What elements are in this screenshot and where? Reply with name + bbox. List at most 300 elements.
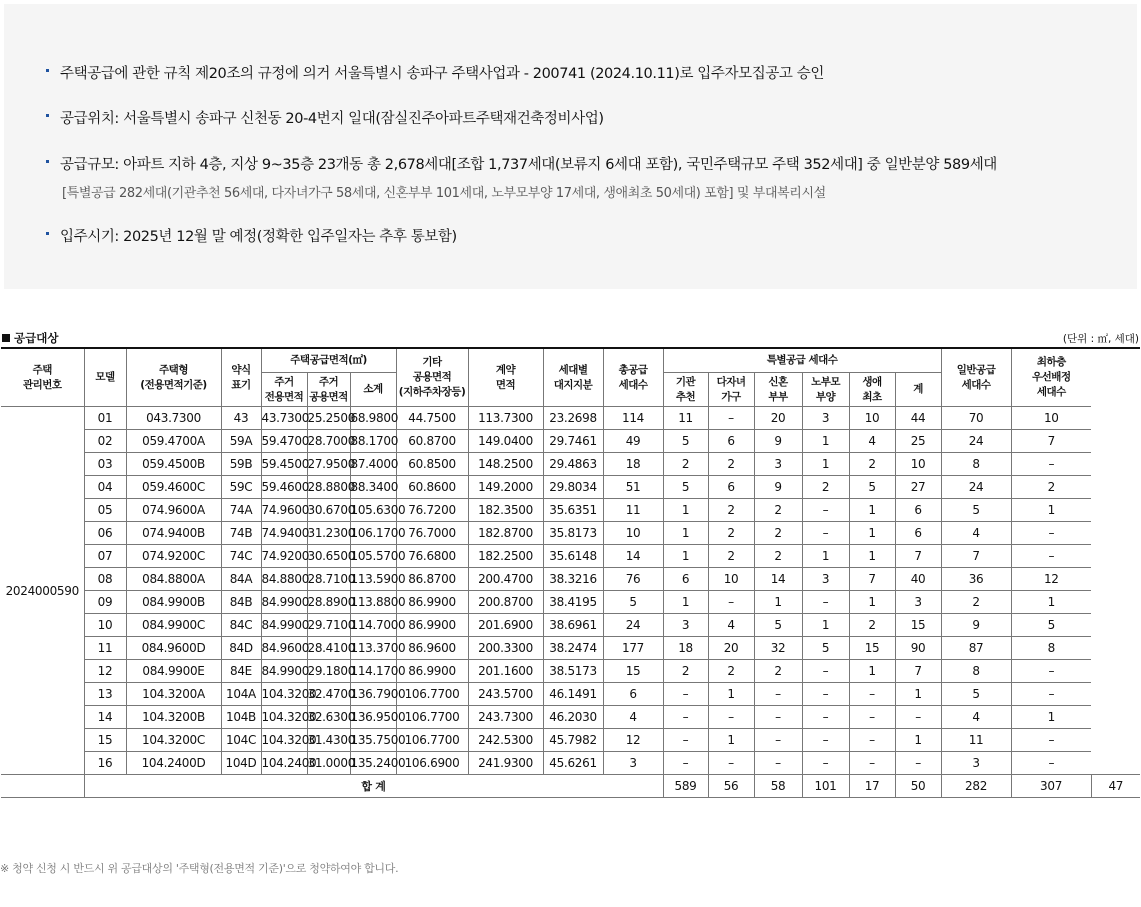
table-row xyxy=(1,453,1140,476)
cell-newly: – xyxy=(754,729,802,752)
cell-common-area: 31.0000 xyxy=(307,752,350,775)
cell-inst: 1 xyxy=(663,499,708,522)
cell-subtotal-area: 88.3400 xyxy=(350,476,396,499)
cell-top-floor: – xyxy=(1011,752,1091,775)
cell-elder: – xyxy=(802,660,849,683)
cell-multi: – xyxy=(708,752,754,775)
cell-total-supply: 18 xyxy=(603,453,663,476)
cell-elder: 3 xyxy=(802,568,849,591)
cell-land-share: 45.6261 xyxy=(543,752,603,775)
cell-common-area: 31.4300 xyxy=(307,729,350,752)
cell-newly: 9 xyxy=(754,430,802,453)
section-title-text: 공급대상 xyxy=(14,331,59,345)
cell-land-share: 38.6961 xyxy=(543,614,603,637)
cell-newly: 14 xyxy=(754,568,802,591)
notice-item-text: 주택공급에 관한 규칙 제20조의 규정에 의거 서울특별시 송파구 주택사업과 - 200741 (2024.10.11)로 입주자모집공고 승인 xyxy=(60,66,824,82)
cell-model: 07 xyxy=(84,545,126,568)
cell-total-supply: 24 xyxy=(603,614,663,637)
cell-general: 11 xyxy=(941,729,1011,752)
cell-common-area: 31.2300 xyxy=(307,522,350,545)
cell-total-supply: 5 xyxy=(603,591,663,614)
cell-top-floor: – xyxy=(1011,660,1091,683)
bullet-icon xyxy=(46,114,49,117)
cell-land-share: 38.5173 xyxy=(543,660,603,683)
cell-newly: – xyxy=(754,683,802,706)
header-top-floor: 최하층 우선배정 세대수 xyxy=(1011,348,1091,407)
cell-inst: 3 xyxy=(663,614,708,637)
cell-general: 8 xyxy=(941,453,1011,476)
cell-exclusive-area: 74.9200 xyxy=(261,545,307,568)
cell-elder: 1 xyxy=(802,614,849,637)
cell-total-supply: 12 xyxy=(603,729,663,752)
cell-exclusive-area: 104.2400 xyxy=(261,752,307,775)
cell-model: 05 xyxy=(84,499,126,522)
total-top-floor: 47 xyxy=(1091,775,1140,798)
cell-subtotal-area: 87.4000 xyxy=(350,453,396,476)
cell-top-floor: – xyxy=(1011,453,1091,476)
header-total-supply: 총공급 세대수 xyxy=(603,348,663,407)
cell-common-area: 28.8800 xyxy=(307,476,350,499)
cell-total-supply: 76 xyxy=(603,568,663,591)
cell-common-area: 30.6700 xyxy=(307,499,350,522)
cell-common-area: 28.4100 xyxy=(307,637,350,660)
cell-type: 084.9600D xyxy=(126,637,221,660)
cell-contract-area: 243.5700 xyxy=(468,683,543,706)
cell-contract-area: 242.5300 xyxy=(468,729,543,752)
notice-item-movein xyxy=(48,225,457,246)
cell-first: 7 xyxy=(849,568,895,591)
total-special-total: 282 xyxy=(941,775,1011,798)
cell-total-supply: 15 xyxy=(603,660,663,683)
cell-contract-area: 182.3500 xyxy=(468,499,543,522)
cell-multi: 2 xyxy=(708,499,754,522)
cell-newly: 1 xyxy=(754,591,802,614)
supply-table xyxy=(1,347,1140,798)
cell-inst: 5 xyxy=(663,476,708,499)
cell-first: – xyxy=(849,706,895,729)
cell-exclusive-area: 104.3200 xyxy=(261,706,307,729)
table-row xyxy=(1,499,1140,522)
cell-contract-area: 149.2000 xyxy=(468,476,543,499)
cell-general: 24 xyxy=(941,476,1011,499)
cell-abbr: 43 xyxy=(221,407,261,430)
cell-contract-area: 241.9300 xyxy=(468,752,543,775)
table-row xyxy=(1,522,1140,545)
cell-contract-area: 200.3300 xyxy=(468,637,543,660)
header-exclusive: 주거 전용면적 xyxy=(261,373,307,407)
cell-type: 043.7300 xyxy=(126,407,221,430)
cell-common-area: 32.6300 xyxy=(307,706,350,729)
cell-abbr: 84D xyxy=(221,637,261,660)
cell-other-common-area: 106.6900 xyxy=(396,752,468,775)
table-body xyxy=(1,407,1140,798)
header-sp-total: 계 xyxy=(895,373,941,407)
cell-inst: 18 xyxy=(663,637,708,660)
cell-total-supply: 3 xyxy=(603,752,663,775)
cell-type: 084.9900B xyxy=(126,591,221,614)
cell-inst: 5 xyxy=(663,430,708,453)
header-first: 생애 최초 xyxy=(849,373,895,407)
cell-newly: 32 xyxy=(754,637,802,660)
table-row xyxy=(1,476,1140,499)
cell-inst: 6 xyxy=(663,568,708,591)
cell-other-common-area: 106.7700 xyxy=(396,706,468,729)
cell-inst: 11 xyxy=(663,407,708,430)
cell-newly: 3 xyxy=(754,453,802,476)
cell-common-area: 28.8900 xyxy=(307,591,350,614)
cell-elder: – xyxy=(802,752,849,775)
cell-abbr: 104B xyxy=(221,706,261,729)
cell-inst: 2 xyxy=(663,453,708,476)
cell-common-area: 30.6500 xyxy=(307,545,350,568)
cell-general: 4 xyxy=(941,706,1011,729)
cell-special-total: 7 xyxy=(895,660,941,683)
cell-other-common-area: 60.8500 xyxy=(396,453,468,476)
table-row xyxy=(1,430,1140,453)
table-row xyxy=(1,752,1140,775)
cell-common-area: 25.2500 xyxy=(307,407,350,430)
cell-subtotal-area: 114.7000 xyxy=(350,614,396,637)
cell-subtotal-area: 105.6300 xyxy=(350,499,396,522)
cell-other-common-area: 106.7700 xyxy=(396,729,468,752)
cell-multi: 20 xyxy=(708,637,754,660)
cell-elder: 2 xyxy=(802,476,849,499)
cell-common-area: 27.9500 xyxy=(307,453,350,476)
cell-top-floor: 10 xyxy=(1011,407,1091,430)
header-common: 주거 공용면적 xyxy=(307,373,350,407)
cell-special-total: 6 xyxy=(895,522,941,545)
header-abbr: 약식 표기 xyxy=(221,348,261,407)
cell-subtotal-area: 113.3700 xyxy=(350,637,396,660)
cell-other-common-area: 86.9600 xyxy=(396,637,468,660)
cell-subtotal-area: 135.2400 xyxy=(350,752,396,775)
cell-first: 2 xyxy=(849,614,895,637)
total-first: 50 xyxy=(895,775,941,798)
cell-common-area: 29.1800 xyxy=(307,660,350,683)
cell-model: 16 xyxy=(84,752,126,775)
cell-special-total: 3 xyxy=(895,591,941,614)
cell-top-floor: – xyxy=(1011,729,1091,752)
cell-multi: 2 xyxy=(708,522,754,545)
cell-exclusive-area: 43.7300 xyxy=(261,407,307,430)
cell-top-floor: 1 xyxy=(1011,499,1091,522)
notice-item-scale xyxy=(48,153,997,201)
cell-multi: 1 xyxy=(708,729,754,752)
cell-top-floor: – xyxy=(1011,545,1091,568)
cell-total-supply: 51 xyxy=(603,476,663,499)
cell-model: 13 xyxy=(84,683,126,706)
section-title xyxy=(2,330,58,346)
cell-newly: 2 xyxy=(754,522,802,545)
cell-subtotal-area: 68.9800 xyxy=(350,407,396,430)
cell-special-total: 7 xyxy=(895,545,941,568)
cell-model: 06 xyxy=(84,522,126,545)
cell-contract-area: 200.8700 xyxy=(468,591,543,614)
header-general: 일반공급 세대수 xyxy=(941,348,1011,407)
cell-other-common-area: 44.7500 xyxy=(396,407,468,430)
cell-total-supply: 114 xyxy=(603,407,663,430)
cell-first: 2 xyxy=(849,453,895,476)
cell-abbr: 84C xyxy=(221,614,261,637)
cell-general: 87 xyxy=(941,637,1011,660)
table-row xyxy=(1,660,1140,683)
cell-general: 9 xyxy=(941,614,1011,637)
cell-other-common-area: 60.8700 xyxy=(396,430,468,453)
cell-other-common-area: 106.7700 xyxy=(396,683,468,706)
bullet-icon xyxy=(46,69,49,72)
total-total-supply: 589 xyxy=(663,775,708,798)
cell-land-share: 35.6351 xyxy=(543,499,603,522)
cell-mgmt-no: 2024000590 xyxy=(1,407,84,775)
cell-contract-area: 148.2500 xyxy=(468,453,543,476)
cell-multi: – xyxy=(708,407,754,430)
cell-elder: – xyxy=(802,499,849,522)
cell-general: 2 xyxy=(941,591,1011,614)
cell-general: 24 xyxy=(941,430,1011,453)
cell-elder: 1 xyxy=(802,453,849,476)
cell-inst: 1 xyxy=(663,591,708,614)
cell-model: 14 xyxy=(84,706,126,729)
cell-common-area: 28.7000 xyxy=(307,430,350,453)
cell-general: 7 xyxy=(941,545,1011,568)
cell-top-floor: 5 xyxy=(1011,614,1091,637)
cell-multi: 6 xyxy=(708,430,754,453)
cell-top-floor: – xyxy=(1011,683,1091,706)
cell-type: 074.9200C xyxy=(126,545,221,568)
cell-contract-area: 113.7300 xyxy=(468,407,543,430)
cell-model: 15 xyxy=(84,729,126,752)
cell-land-share: 46.2030 xyxy=(543,706,603,729)
cell-abbr: 74C xyxy=(221,545,261,568)
cell-contract-area: 149.0400 xyxy=(468,430,543,453)
header-inst: 기관 추천 xyxy=(663,373,708,407)
cell-subtotal-area: 113.8800 xyxy=(350,591,396,614)
cell-inst: – xyxy=(663,752,708,775)
cell-exclusive-area: 104.3200 xyxy=(261,683,307,706)
notice-item-text: 공급규모: 아파트 지하 4층, 지상 9~35층 23개동 총 2,678세대[조합 1,737세대(보류지 6세대 포함), 국민주택규모 주택 352세대] 중 일반분양 589세대 xyxy=(60,157,997,173)
notice-box xyxy=(4,4,1137,289)
cell-subtotal-area: 136.7900 xyxy=(350,683,396,706)
cell-first: 10 xyxy=(849,407,895,430)
cell-type: 074.9600A xyxy=(126,499,221,522)
cell-type: 104.3200B xyxy=(126,706,221,729)
cell-general: 4 xyxy=(941,522,1011,545)
bullet-icon xyxy=(46,232,49,235)
cell-other-common-area: 86.9900 xyxy=(396,614,468,637)
cell-type: 104.3200A xyxy=(126,683,221,706)
cell-special-total: 1 xyxy=(895,729,941,752)
square-bullet-icon xyxy=(2,334,10,342)
cell-top-floor: 8 xyxy=(1011,637,1091,660)
cell-type: 084.9900C xyxy=(126,614,221,637)
cell-abbr: 104C xyxy=(221,729,261,752)
header-elder: 노부모 부양 xyxy=(802,373,849,407)
cell-subtotal-area: 114.1700 xyxy=(350,660,396,683)
header-model: 모델 xyxy=(84,348,126,407)
cell-model: 03 xyxy=(84,453,126,476)
cell-special-total: 25 xyxy=(895,430,941,453)
notice-item-approval xyxy=(48,62,824,83)
cell-multi: – xyxy=(708,706,754,729)
cell-first: – xyxy=(849,729,895,752)
table-row xyxy=(1,729,1140,752)
cell-newly: 2 xyxy=(754,545,802,568)
cell-exclusive-area: 59.4500 xyxy=(261,453,307,476)
cell-elder: – xyxy=(802,683,849,706)
cell-subtotal-area: 136.9500 xyxy=(350,706,396,729)
cell-contract-area: 243.7300 xyxy=(468,706,543,729)
total-multi: 58 xyxy=(754,775,802,798)
cell-general: 5 xyxy=(941,499,1011,522)
cell-general: 8 xyxy=(941,660,1011,683)
cell-top-floor: 1 xyxy=(1011,706,1091,729)
cell-special-total: 6 xyxy=(895,499,941,522)
header-multi: 다자녀 가구 xyxy=(708,373,754,407)
cell-general: 5 xyxy=(941,683,1011,706)
cell-first: 4 xyxy=(849,430,895,453)
cell-exclusive-area: 59.4600 xyxy=(261,476,307,499)
cell-top-floor: 12 xyxy=(1011,568,1091,591)
cell-inst: – xyxy=(663,706,708,729)
cell-common-area: 29.7100 xyxy=(307,614,350,637)
cell-exclusive-area: 84.9900 xyxy=(261,660,307,683)
header-land: 세대별 대지지분 xyxy=(543,348,603,407)
cell-abbr: 104D xyxy=(221,752,261,775)
total-newly: 101 xyxy=(802,775,849,798)
cell-type: 104.2400D xyxy=(126,752,221,775)
cell-other-common-area: 86.8700 xyxy=(396,568,468,591)
table-row xyxy=(1,568,1140,591)
cell-multi: 2 xyxy=(708,545,754,568)
cell-model: 04 xyxy=(84,476,126,499)
cell-total-supply: 10 xyxy=(603,522,663,545)
cell-special-total: – xyxy=(895,752,941,775)
cell-multi: 10 xyxy=(708,568,754,591)
cell-inst: 2 xyxy=(663,660,708,683)
cell-model: 01 xyxy=(84,407,126,430)
cell-multi: 1 xyxy=(708,683,754,706)
cell-abbr: 74A xyxy=(221,499,261,522)
cell-common-area: 28.7100 xyxy=(307,568,350,591)
cell-newly: 20 xyxy=(754,407,802,430)
cell-newly: 2 xyxy=(754,660,802,683)
cell-first: 5 xyxy=(849,476,895,499)
table-row xyxy=(1,407,1140,430)
cell-elder: 1 xyxy=(802,430,849,453)
cell-newly: 2 xyxy=(754,499,802,522)
cell-model: 11 xyxy=(84,637,126,660)
cell-type: 074.9400B xyxy=(126,522,221,545)
cell-other-common-area: 76.7200 xyxy=(396,499,468,522)
cell-land-share: 29.7461 xyxy=(543,430,603,453)
cell-top-floor: – xyxy=(1011,522,1091,545)
cell-multi: 2 xyxy=(708,453,754,476)
bullet-icon xyxy=(46,160,49,163)
cell-exclusive-area: 104.3200 xyxy=(261,729,307,752)
cell-special-total: 1 xyxy=(895,683,941,706)
cell-inst: 1 xyxy=(663,545,708,568)
cell-type: 084.8800A xyxy=(126,568,221,591)
cell-first: 1 xyxy=(849,591,895,614)
cell-inst: – xyxy=(663,729,708,752)
cell-land-share: 45.7982 xyxy=(543,729,603,752)
cell-first: 1 xyxy=(849,660,895,683)
table-row xyxy=(1,614,1140,637)
header-type: 주택형 (전용면적기준) xyxy=(126,348,221,407)
cell-special-total: 40 xyxy=(895,568,941,591)
cell-land-share: 29.4863 xyxy=(543,453,603,476)
cell-total-supply: 177 xyxy=(603,637,663,660)
cell-land-share: 38.2474 xyxy=(543,637,603,660)
cell-first: – xyxy=(849,752,895,775)
table-row xyxy=(1,637,1140,660)
cell-land-share: 23.2698 xyxy=(543,407,603,430)
header-subtotal: 소계 xyxy=(350,373,396,407)
cell-multi: – xyxy=(708,591,754,614)
cell-type: 059.4700A xyxy=(126,430,221,453)
cell-elder: – xyxy=(802,706,849,729)
cell-newly: – xyxy=(754,706,802,729)
cell-total-supply: 6 xyxy=(603,683,663,706)
cell-newly: – xyxy=(754,752,802,775)
cell-model: 12 xyxy=(84,660,126,683)
cell-subtotal-area: 105.5700 xyxy=(350,545,396,568)
cell-general: 3 xyxy=(941,752,1011,775)
cell-other-common-area: 86.9900 xyxy=(396,591,468,614)
cell-elder: – xyxy=(802,591,849,614)
cell-exclusive-area: 74.9400 xyxy=(261,522,307,545)
cell-special-total: 27 xyxy=(895,476,941,499)
cell-model: 02 xyxy=(84,430,126,453)
cell-first: 1 xyxy=(849,545,895,568)
cell-abbr: 84A xyxy=(221,568,261,591)
cell-special-total: 10 xyxy=(895,453,941,476)
cell-contract-area: 201.6900 xyxy=(468,614,543,637)
notice-item-text: 입주시기: 2025년 12월 말 예정(정확한 입주일자는 추후 통보함) xyxy=(60,229,457,245)
cell-newly: 9 xyxy=(754,476,802,499)
cell-top-floor: 2 xyxy=(1011,476,1091,499)
cell-type: 104.3200C xyxy=(126,729,221,752)
cell-abbr: 84B xyxy=(221,591,261,614)
cell-exclusive-area: 84.9600 xyxy=(261,637,307,660)
cell-land-share: 35.8173 xyxy=(543,522,603,545)
cell-special-total: – xyxy=(895,706,941,729)
cell-model: 10 xyxy=(84,614,126,637)
cell-type: 059.4600C xyxy=(126,476,221,499)
cell-contract-area: 182.8700 xyxy=(468,522,543,545)
cell-blank xyxy=(1,775,84,798)
table-row xyxy=(1,683,1140,706)
notice-item-subtext: [특별공급 282세대(기관추천 56세대, 다자녀가구 58세대, 신혼부부 101세대, 노부모부양 17세대, 생애최초 50세대) 포함] 및 부대복리시설 xyxy=(62,186,826,201)
table-row xyxy=(1,591,1140,614)
cell-abbr: 59A xyxy=(221,430,261,453)
cell-exclusive-area: 84.9900 xyxy=(261,614,307,637)
cell-total-supply: 49 xyxy=(603,430,663,453)
header-contract: 계약 면적 xyxy=(468,348,543,407)
cell-land-share: 29.8034 xyxy=(543,476,603,499)
table-row xyxy=(1,545,1140,568)
cell-abbr: 59C xyxy=(221,476,261,499)
header-other-common: 기타 공용면적 (지하주차장등) xyxy=(396,348,468,407)
cell-subtotal-area: 88.1700 xyxy=(350,430,396,453)
cell-newly: 5 xyxy=(754,614,802,637)
cell-other-common-area: 76.6800 xyxy=(396,545,468,568)
cell-subtotal-area: 135.7500 xyxy=(350,729,396,752)
cell-multi: 2 xyxy=(708,660,754,683)
cell-land-share: 35.6148 xyxy=(543,545,603,568)
cell-exclusive-area: 84.9900 xyxy=(261,591,307,614)
total-general: 307 xyxy=(1011,775,1091,798)
